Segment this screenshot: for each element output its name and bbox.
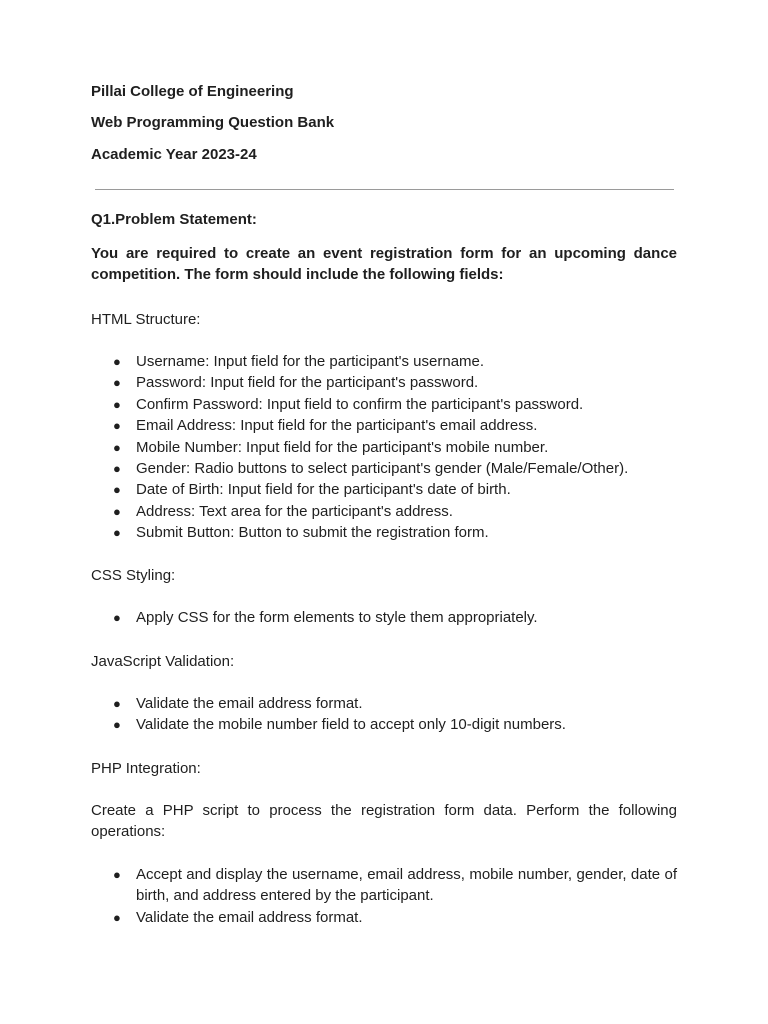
list-item-text: Email Address: Input field for the participant's email address. [136, 417, 538, 435]
js-section-heading: JavaScript Validation: [91, 653, 235, 670]
php-section-heading: PHP Integration: [91, 760, 201, 777]
list-item-text: Accept and display the username, email address, mobile number, gender, date of birth, and address entered by the participant. [136, 866, 677, 905]
list-item-text: Date of Birth: Input field for the participant's date of birth. [136, 481, 511, 499]
list-item [91, 372, 677, 393]
list-item-text: Username: Input field for the participant's username. [136, 353, 485, 370]
css-section-heading: CSS Styling: [91, 567, 176, 584]
list-item [91, 415, 677, 436]
bullet-icon: ● [113, 482, 121, 498]
bullet-icon: ● [113, 354, 121, 369]
bullet-icon: ● [113, 418, 121, 434]
bullet-icon: ● [113, 439, 121, 455]
list-item [91, 394, 677, 415]
list-item-text: Validate the mobile number field to accept only 10-digit numbers. [136, 716, 566, 734]
header-divider [95, 189, 674, 190]
list-item [91, 693, 677, 714]
list-item [91, 501, 677, 522]
php-intro: Create a PHP script to process the registration form data. Perform the following operations: [91, 802, 677, 840]
bullet-icon: ● [113, 696, 121, 711]
list-item-text: Validate the email address format. [136, 908, 363, 926]
document-subject: Web Programming Question Bank [91, 114, 335, 131]
list-item [91, 714, 677, 735]
js-validation-list [91, 693, 677, 736]
list-item [91, 864, 677, 907]
bullet-icon: ● [113, 503, 121, 519]
list-item-text: Submit Button: Button to submit the registration form. [136, 524, 489, 542]
bullet-icon: ● [113, 717, 121, 733]
css-styling-list [91, 607, 677, 628]
php-integration-list [91, 864, 677, 928]
html-structure-list [91, 351, 677, 544]
list-item-text: Password: Input field for the participant's password. [136, 374, 479, 392]
list-item [91, 522, 677, 543]
list-item-text: Address: Text area for the participant's address. [136, 502, 453, 520]
list-item-text: Gender: Radio buttons to select participant's gender (Male/Female/Other). [136, 460, 629, 478]
bullet-icon: ● [113, 867, 121, 882]
question-title: Q1.Problem Statement: [91, 211, 257, 228]
bullet-icon: ● [113, 461, 121, 477]
list-item-text: Validate the email address format. [136, 695, 363, 712]
bullet-icon: ● [113, 375, 121, 391]
list-item-text: Confirm Password: Input field to confirm the participant's password. [136, 395, 584, 413]
academic-year: Academic Year 2023-24 [91, 146, 257, 163]
list-item-text: Mobile Number: Input field for the participant's mobile number. [136, 438, 549, 456]
bullet-icon: ● [113, 525, 121, 541]
list-item [91, 607, 677, 628]
list-item [91, 437, 677, 458]
list-item [91, 458, 677, 479]
list-item-text: Apply CSS for the form elements to style them appropriately. [136, 609, 538, 626]
html-section-heading: HTML Structure: [91, 311, 201, 328]
bullet-icon: ● [113, 909, 121, 925]
bullet-icon: ● [113, 610, 121, 625]
list-item [91, 907, 677, 928]
list-item [91, 351, 677, 372]
list-item [91, 479, 677, 500]
bullet-icon: ● [113, 396, 121, 412]
question-intro: You are required to create an event registration form for an upcoming dance competition. The form should include the following fields: [91, 245, 677, 283]
college-name: Pillai College of Engineering [91, 83, 294, 100]
